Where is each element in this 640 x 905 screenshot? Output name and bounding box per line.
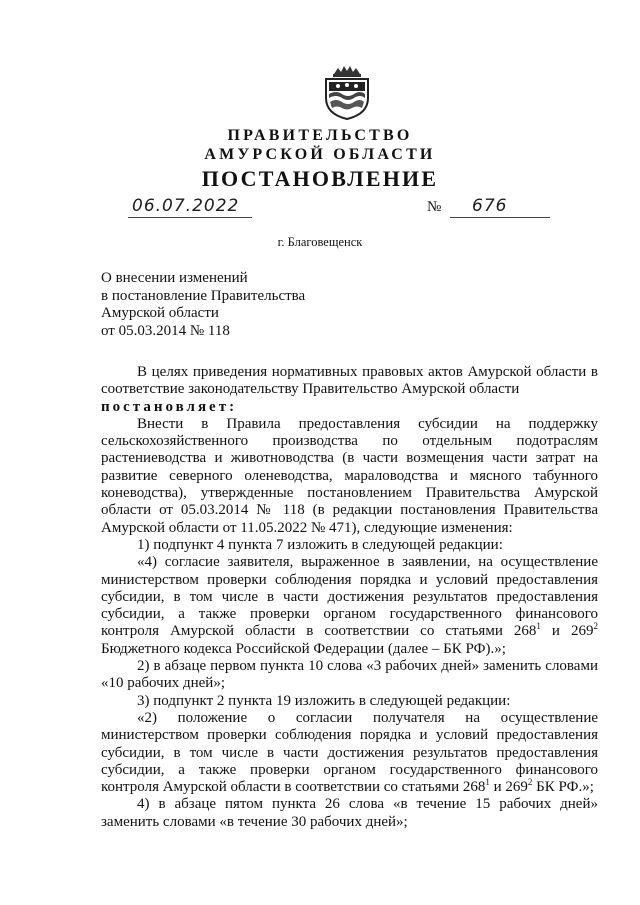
document-type-title: ПОСТАНОВЛЕНИЕ [201, 166, 439, 191]
handwritten-number: 676 [472, 196, 508, 216]
number-field [450, 196, 550, 220]
handwritten-date: 06.07.2022 [132, 196, 240, 216]
change-1-heading: 1) подпункт 4 пункта 7 изложить в следующей редакции: [137, 536, 503, 553]
number-underline [450, 217, 550, 218]
region-title: АМУРСКОЙ ОБЛАСТИ [204, 146, 436, 163]
date-field [128, 196, 252, 220]
change-4: 4) в абзаце пятом пункта 26 слова «в течение 15 рабочих дней» заменить словами «в течение 30 рабочих дней»; [101, 796, 598, 830]
change-1-text: «4) согласие заявителя, выраженное в заявлении, на осуществление министерством проверки соблюдения порядка и условий предоставления субсидии, в том числе в части достижения результатов предоставления субсидии, а также проверки органом государственного финансового контроля Амурской области в соответствии со статьями $268^1$ и $269^2$ Бюджетного кодекса Российской Федерации (далее – БК РФ).»; [101, 554, 598, 657]
subject-line: О внесении изменений [101, 270, 248, 286]
date-underline [128, 217, 252, 218]
coat-of-arms-icon [324, 64, 370, 120]
change-2: 2) в абзаце первом пункта 10 слова «3 рабочих дней» заменить словами «10 рабочих дней»; [101, 658, 598, 692]
change-3-text: «2) положение о согласии получателя на осуществление министерством проверки соблюдения порядка и условий предоставления субсидии, в том числе в части достижения результатов предоставления субсидии, а также проверки органом государственного финансового контроля Амурской области в соответствии со статьями $268^1$ и $269^2$ БК РФ.»; [101, 709, 598, 796]
item-1-intro: Внести в Правила предоставления субсидии на поддержку сельскохозяйственного производства по отдельным подотраслям растениеводства и животноводства (в части возмещения части затрат на развитие северного оленеводства, мараловодства и мясного табунного коневодства), утвержденные постановлением Правительства Амурской области от 05.03.2014 № 118 (в редакции постановления Правительства Амурской области от 11.05.2022 № 471), следующие изменения: [101, 415, 598, 536]
subject-line: в постановление Правительства [101, 287, 306, 304]
number-label: № [427, 199, 442, 215]
change-3-heading: 3) подпункт 2 пункта 19 изложить в следующей редакции: [137, 692, 511, 709]
decree-word: постановляет: [101, 398, 238, 415]
preamble-paragraph: В целях приведения нормативных правовых актов Амурской области в соответствие законодательству Правительство Амурской области [101, 364, 598, 398]
city-line: г. Благовещенск [277, 235, 363, 249]
subject-line: от 05.03.2014 № 118 [101, 322, 230, 339]
subject-block [101, 270, 381, 340]
government-title: ПРАВИТЕЛЬСТВО [227, 127, 413, 144]
subject-line: Амурской области [101, 305, 219, 321]
document-body [101, 364, 598, 831]
